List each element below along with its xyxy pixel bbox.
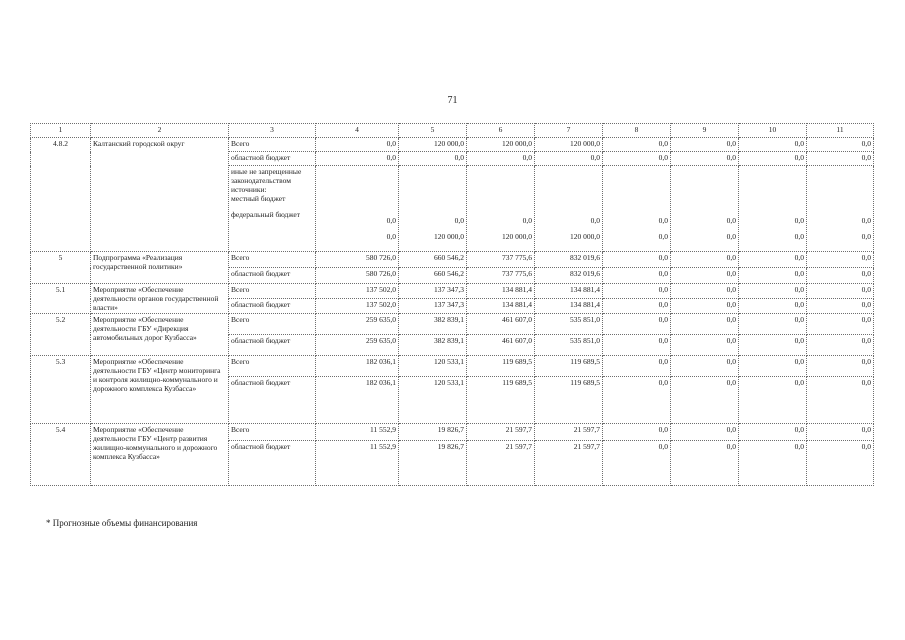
value-cell: 535 851,0 [535, 335, 603, 356]
value-cell: 0,0 [739, 268, 807, 284]
value-cell: 0,0 [807, 268, 874, 284]
value-cell: 19 826,7 [399, 441, 467, 486]
value-cell: 0,0 [739, 152, 807, 166]
value-cell: 0,0 [671, 441, 739, 486]
value: 0,0 [590, 216, 600, 225]
value-cell: 11 552,9 [316, 424, 399, 441]
value-cell: 19 826,7 [399, 424, 467, 441]
value-cell: 0,0 [739, 314, 807, 335]
value-cell [535, 166, 603, 252]
column-header: 1 [31, 124, 91, 138]
value-cell: 0,0 [399, 152, 467, 166]
value-cell [467, 166, 535, 252]
value-cell: 0,0 [603, 335, 671, 356]
value-cell: 0,0 [739, 299, 807, 314]
value-cell: 0,0 [535, 152, 603, 166]
value: 120 000,0 [502, 232, 532, 241]
value-cell: 0,0 [807, 441, 874, 486]
value-cell: 0,0 [671, 356, 739, 377]
funding-source: областной бюджет [229, 377, 316, 424]
value-cell: 137 347,3 [399, 284, 467, 299]
value-cell: 137 347,3 [399, 299, 467, 314]
funding-source: Всего [229, 314, 316, 335]
value-cell: 0,0 [807, 424, 874, 441]
value: 0,0 [386, 232, 396, 241]
value-cell: 0,0 [603, 268, 671, 284]
table-row [31, 356, 874, 377]
row-name: Мероприятие «Обеспечение деятельности ГБУ «Дирекция автомобильных дорог Кузбасса» [91, 314, 229, 356]
value-cell: 137 502,0 [316, 299, 399, 314]
value-cell: 0,0 [739, 356, 807, 377]
value: 0,0 [522, 216, 532, 225]
value-cell: 0,0 [671, 377, 739, 424]
value-cell: 0,0 [671, 314, 739, 335]
table-row [31, 252, 874, 268]
column-header: 9 [671, 124, 739, 138]
value-cell: 0,0 [671, 284, 739, 299]
column-header: 10 [739, 124, 807, 138]
value-cell: 0,0 [739, 377, 807, 424]
value-cell: 0,0 [316, 138, 399, 152]
value-cell: 259 635,0 [316, 335, 399, 356]
funding-source: областной бюджет [229, 335, 316, 356]
value-cell: 119 689,5 [467, 377, 535, 424]
value-cell [807, 166, 874, 252]
funding-source: Всего [229, 284, 316, 299]
value-cell: 259 635,0 [316, 314, 399, 335]
funding-source-group [229, 166, 316, 252]
page-number: 71 [447, 95, 458, 106]
value-cell: 0,0 [739, 138, 807, 152]
column-header: 3 [229, 124, 316, 138]
value-cell: 580 726,0 [316, 252, 399, 268]
value-cell: 382 839,1 [399, 335, 467, 356]
table-row [31, 314, 874, 335]
value-cell: 0,0 [739, 335, 807, 356]
value-cell: 461 607,0 [467, 314, 535, 335]
value: 0,0 [386, 216, 396, 225]
funding-source: федеральный бюджет [231, 210, 301, 219]
value-cell: 0,0 [671, 335, 739, 356]
funding-source: областной бюджет [229, 441, 316, 486]
value: 0,0 [794, 216, 804, 225]
value-cell: 120 000,0 [467, 138, 535, 152]
row-code: 4.8.2 [31, 138, 91, 252]
column-header: 7 [535, 124, 603, 138]
value-cell: 120 533,1 [399, 356, 467, 377]
value: 0,0 [861, 216, 871, 225]
value-cell: 182 036,1 [316, 377, 399, 424]
value-cell [739, 166, 807, 252]
value-cell: 660 546,2 [399, 268, 467, 284]
column-header: 2 [91, 124, 229, 138]
value-cell: 0,0 [807, 284, 874, 299]
value-cell: 21 597,7 [467, 441, 535, 486]
value-cell: 0,0 [671, 138, 739, 152]
value-cell [399, 166, 467, 252]
value-cell: 737 775,6 [467, 268, 535, 284]
value-cell: 134 881,4 [535, 284, 603, 299]
value-cell: 0,0 [603, 424, 671, 441]
value-cell: 0,0 [807, 335, 874, 356]
value-cell: 660 546,2 [399, 252, 467, 268]
funding-source: Всего [229, 252, 316, 268]
value-cell: 0,0 [807, 299, 874, 314]
value-cell: 0,0 [807, 252, 874, 268]
table-row [31, 138, 874, 152]
row-name: Мероприятие «Обеспечение деятельности ГБУ «Центр развития жилищно-коммунального и дорожного комплекса Кузбасса» [91, 424, 229, 486]
value-cell: 832 019,6 [535, 268, 603, 284]
value-cell: 120 533,1 [399, 377, 467, 424]
value: 0,0 [726, 232, 736, 241]
value-cell: 0,0 [807, 314, 874, 335]
value-cell: 535 851,0 [535, 314, 603, 335]
value-cell: 0,0 [603, 314, 671, 335]
value-cell: 0,0 [603, 284, 671, 299]
value-cell: 0,0 [316, 152, 399, 166]
row-code: 5.3 [31, 356, 91, 424]
funding-source: Всего [229, 424, 316, 441]
value-cell: 0,0 [739, 284, 807, 299]
table-row [31, 284, 874, 299]
value: 0,0 [861, 232, 871, 241]
value-cell: 0,0 [671, 299, 739, 314]
funding-source: Всего [229, 138, 316, 152]
value-cell: 119 689,5 [535, 377, 603, 424]
value-cell: 580 726,0 [316, 268, 399, 284]
financing-table [30, 123, 874, 486]
value-cell: 21 597,7 [467, 424, 535, 441]
value-cell: 21 597,7 [535, 424, 603, 441]
row-name: Мероприятие «Обеспечение деятельности органов государственной власти» [91, 284, 229, 314]
funding-source: областной бюджет [229, 268, 316, 284]
value: 0,0 [658, 216, 668, 225]
value-cell: 119 689,5 [467, 356, 535, 377]
value-cell: 832 019,6 [535, 252, 603, 268]
value-cell: 0,0 [671, 152, 739, 166]
value-cell: 0,0 [739, 424, 807, 441]
value-cell: 120 000,0 [535, 138, 603, 152]
value-cell: 134 881,4 [467, 284, 535, 299]
value-cell: 0,0 [807, 356, 874, 377]
value-cell: 21 597,7 [535, 441, 603, 486]
value: 120 000,0 [570, 232, 600, 241]
table-body [31, 124, 874, 486]
value: 0,0 [658, 232, 668, 241]
value-cell: 0,0 [671, 268, 739, 284]
value-cell: 0,0 [671, 252, 739, 268]
funding-source: иные не запрещенные законодательством источники: [231, 167, 302, 194]
value-cell: 0,0 [467, 152, 535, 166]
column-header: 4 [316, 124, 399, 138]
value-cell [603, 166, 671, 252]
row-name: Мероприятие «Обеспечение деятельности ГБУ «Центр мониторинга и контроля жилищно-коммунального и дорожного комплекса Кузбасса» [91, 356, 229, 424]
row-code: 5.1 [31, 284, 91, 314]
funding-source: областной бюджет [229, 299, 316, 314]
value: 120 000,0 [434, 232, 464, 241]
value-cell: 120 000,0 [399, 138, 467, 152]
value-cell: 0,0 [739, 252, 807, 268]
funding-source: Всего [229, 356, 316, 377]
footnote: * Прогнозные объемы финансирования [46, 518, 198, 528]
value-cell: 11 552,9 [316, 441, 399, 486]
row-name: Подпрограмма «Реализация государственной политики» [91, 252, 229, 284]
value-cell: 0,0 [671, 424, 739, 441]
value: 0,0 [454, 216, 464, 225]
value: 0,0 [726, 216, 736, 225]
value-cell: 0,0 [603, 356, 671, 377]
row-name: Калтанский городской округ [91, 138, 229, 252]
funding-source: местный бюджет [231, 194, 286, 203]
value-cell: 0,0 [603, 299, 671, 314]
value-cell: 737 775,6 [467, 252, 535, 268]
value-cell: 0,0 [603, 152, 671, 166]
value-cell: 0,0 [807, 138, 874, 152]
value-cell [316, 166, 399, 252]
value-cell: 0,0 [603, 377, 671, 424]
column-header: 11 [807, 124, 874, 138]
value-cell: 137 502,0 [316, 284, 399, 299]
value-cell: 0,0 [807, 152, 874, 166]
value-cell: 134 881,4 [467, 299, 535, 314]
row-code: 5 [31, 252, 91, 284]
value-cell: 382 839,1 [399, 314, 467, 335]
value-cell: 134 881,4 [535, 299, 603, 314]
column-header: 8 [603, 124, 671, 138]
value-cell: 182 036,1 [316, 356, 399, 377]
value-cell: 0,0 [603, 252, 671, 268]
header-row [31, 124, 874, 138]
funding-source: областной бюджет [229, 152, 316, 166]
value: 0,0 [794, 232, 804, 241]
value-cell: 119 689,5 [535, 356, 603, 377]
value-cell: 0,0 [807, 377, 874, 424]
table-row [31, 424, 874, 441]
column-header: 5 [399, 124, 467, 138]
value-cell [671, 166, 739, 252]
value-cell: 0,0 [603, 138, 671, 152]
column-header: 6 [467, 124, 535, 138]
row-code: 5.2 [31, 314, 91, 356]
value-cell: 0,0 [739, 441, 807, 486]
row-code: 5.4 [31, 424, 91, 486]
value-cell: 0,0 [603, 441, 671, 486]
value-cell: 461 607,0 [467, 335, 535, 356]
